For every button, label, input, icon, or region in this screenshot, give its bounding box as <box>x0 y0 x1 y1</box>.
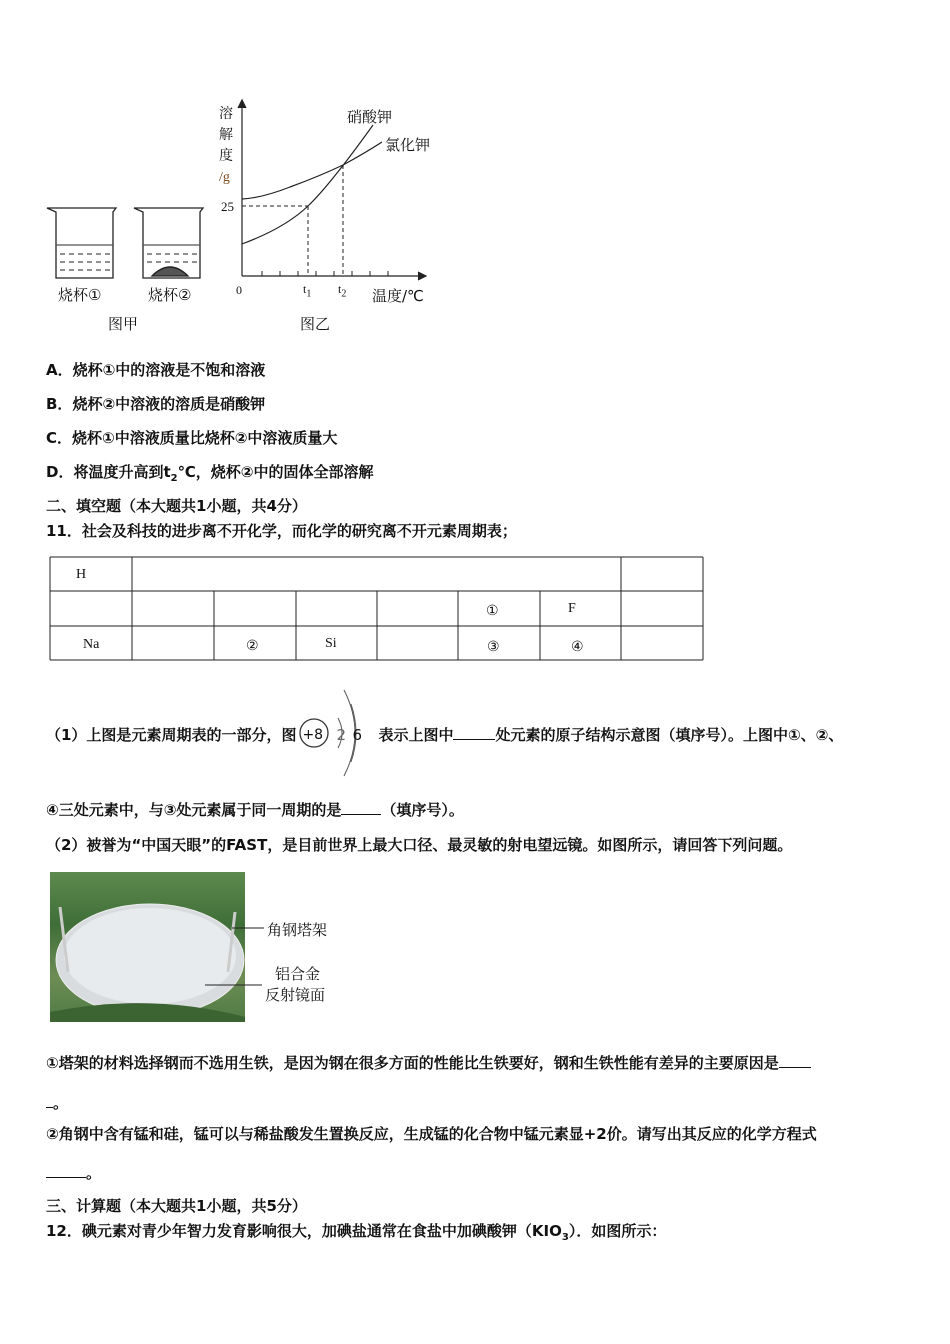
section-3-heading: 三、计算题（本大题共1小题，共5分） <box>46 1197 307 1215</box>
curve-label-kno3: 硝酸钾 <box>347 108 393 126</box>
question-11: 11．社会及科技的进步离不开化学，而化学的研究离不开元素周期表； <box>46 522 517 540</box>
curve-label-kcl: 氯化钾 <box>385 136 431 154</box>
cell-2: ② <box>246 639 259 654</box>
answer-blank-2[interactable] <box>341 802 381 815</box>
option-d[interactable]: D．将温度升高到$t_2℃$，烧杯②中的固体全部溶解 <box>46 463 374 484</box>
sub-question-2-end: 。 <box>46 1164 101 1182</box>
answer-blank-3[interactable] <box>779 1055 811 1068</box>
q11-part2: （2）被誉为“中国天眼”的FAST，是目前世界上最大口径、最灵敏的射电望远镜。如图所示，请回答下列问题。 <box>46 836 793 854</box>
cell-na: Na <box>83 637 100 652</box>
fig-a-caption: 图甲 <box>108 315 139 333</box>
y-tick-25: 25 <box>221 199 234 214</box>
cell-1: ① <box>486 604 499 619</box>
label-mirror-1: 铝合金 <box>275 965 321 983</box>
sub-question-2: ②角钢中含有锰和硅，锰可以与稀盐酸发生置换反应，生成锰的化合物中锰元素显+2价。请写出其反应的化学方程式 <box>46 1125 817 1143</box>
option-b[interactable]: B．烧杯②中溶液的溶质是硝酸钾 <box>46 395 266 413</box>
fig-b-caption: 图乙 <box>300 315 331 333</box>
cell-4: ④ <box>571 640 584 655</box>
photo-callout-lines <box>0 0 270 1000</box>
cell-si: Si <box>325 636 337 651</box>
cell-3: ③ <box>487 640 500 655</box>
option-c[interactable]: C．烧杯①中溶液质量比烧杯②中溶液质量大 <box>46 429 338 447</box>
question-12: 12．碘元素对青少年智力发育影响很大，加碘盐通常在食盐中加碘酸钾$(KIO_3)$．如图所示： <box>46 1222 667 1243</box>
label-mirror-2: 反射镜面 <box>265 986 326 1004</box>
q11-part1-line1: （1）上图是元素周期表的一部分，图 +8 2 6 表示上图中 处元素的原子结构示意图（填序号）。上图中①、②、 <box>46 726 843 744</box>
cell-f: F <box>568 601 576 616</box>
x-axis-label: 温度/℃ <box>372 287 424 305</box>
sub-question-1-end: 。 <box>46 1094 68 1112</box>
x-tick-t2: $t_2$ <box>338 282 347 300</box>
option-a[interactable]: A．烧杯①中的溶液是不饱和溶液 <box>46 361 266 379</box>
y-axis-label: 溶 解 度 /g <box>219 106 233 185</box>
answer-blank-1[interactable] <box>453 727 495 740</box>
cell-h: H <box>76 567 87 582</box>
x-tick-t1: $t_1$ <box>303 282 312 300</box>
section-2-heading: 二、填空题（本大题共1小题，共4分） <box>46 497 307 515</box>
q11-part1-line2: ④三处元素中，与③处元素属于同一周期的是 （填序号）。 <box>46 801 464 819</box>
answer-blank-3b[interactable] <box>46 1095 53 1108</box>
answer-blank-4[interactable] <box>46 1165 86 1178</box>
atom-structure-diagram: +8 2 6 <box>296 726 372 744</box>
x-origin: 0 <box>236 283 242 297</box>
label-tower: 角钢塔架 <box>267 921 328 939</box>
sub-question-1: ①塔架的材料选择钢而不选用生铁，是因为钢在很多方面的性能比生铁要好，钢和生铁性能有差异的主要原因是 <box>46 1054 811 1072</box>
beaker-1-label: 烧杯① <box>58 286 102 304</box>
beaker-2-label: 烧杯② <box>148 286 192 304</box>
